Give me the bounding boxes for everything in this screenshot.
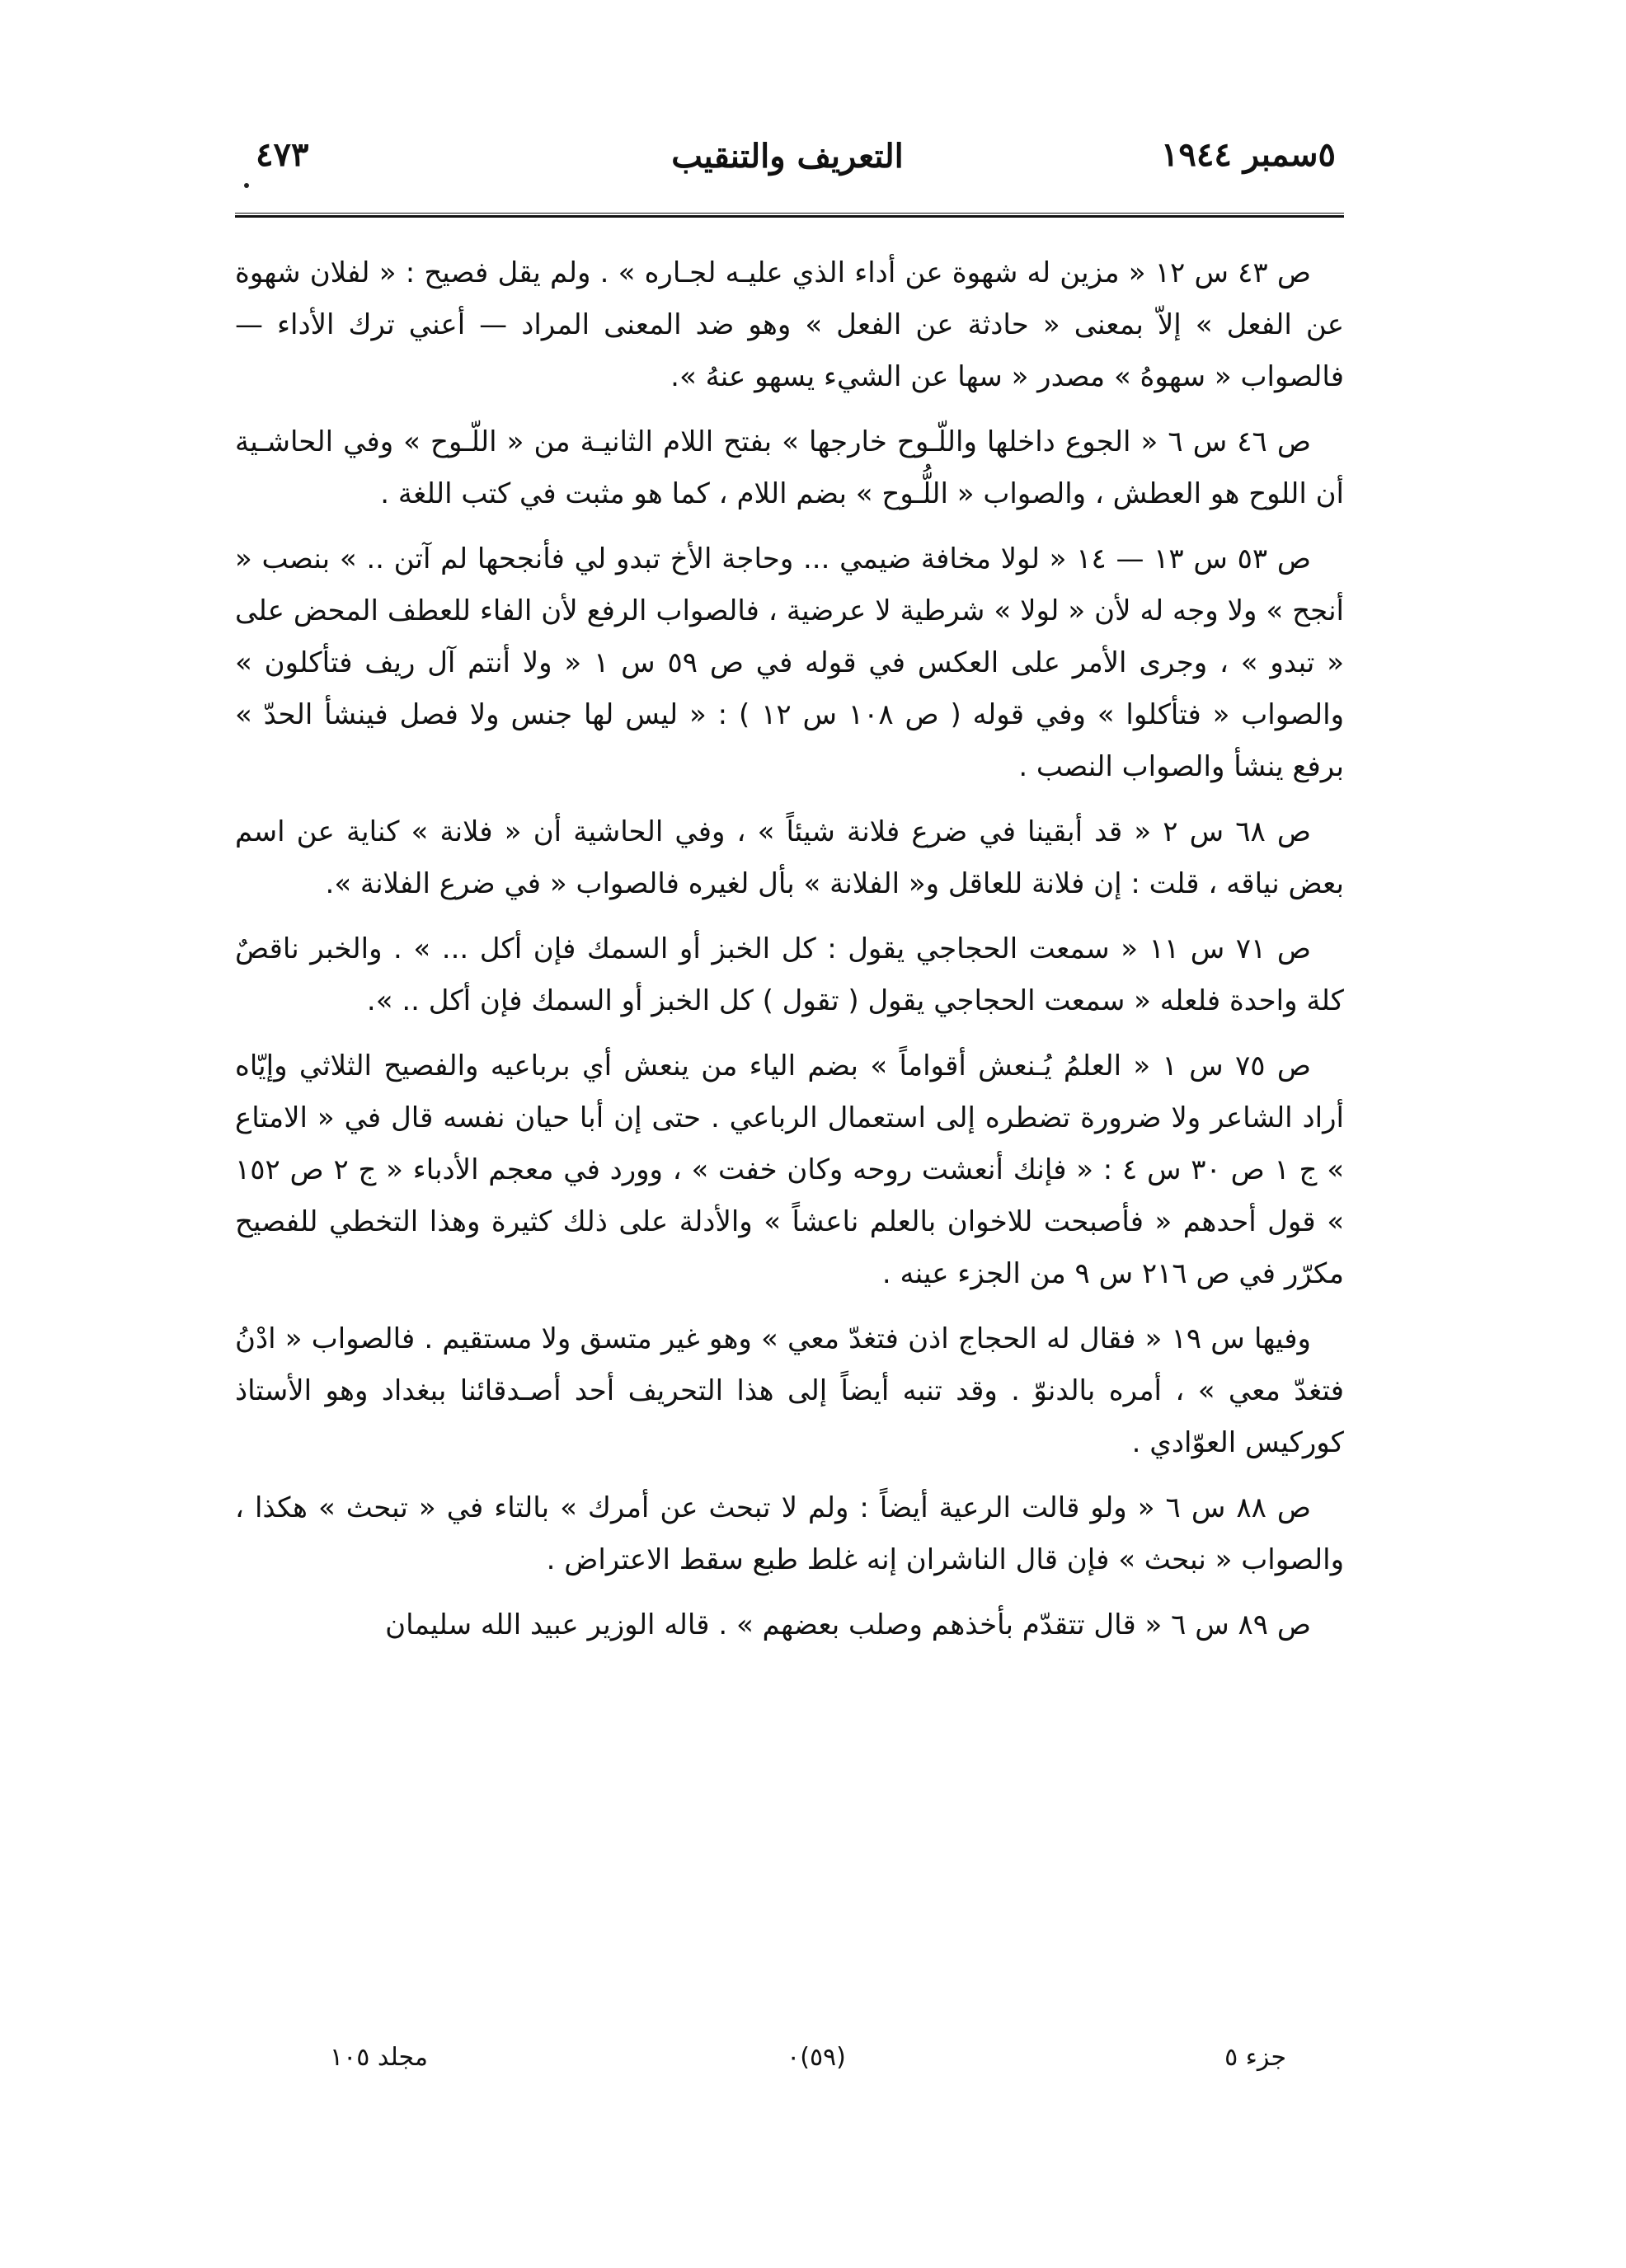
footer-volume: مجلد ١٠٥ xyxy=(330,2043,428,2072)
paragraph-p88: ص ٨٨ س ٦ « ولو قالت الرعية أيضاً : ولم لا تبحث عن أمرك » بالتاء في « تبحث » هكذا ، والصواب « نبحث » فإن قال الناشران إنه غلط طبع سقط الاعتراض . xyxy=(235,1491,1344,1576)
footer-issue: جزء ٥ xyxy=(1224,2043,1286,2072)
paragraph-p46: ص ٤٦ س ٦ « الجوع داخلها واللّـوح خارجها » بفتح اللام الثانيـة من « اللّـوح » وفي الحاشـية أن اللوح هو العطش ، والصواب « اللُّـوح » بضم اللام ، كما هو مثبت في كتب اللغة . xyxy=(235,425,1344,510)
paragraph-p53: ص ٥٣ س ١٣ — ١٤ « لولا مخافة ضيمي ... وحاجة الأخ تبدو لي فأنجحها لم آتن .. » بنصب « أنجح » ولا وجه له لأن « لولا » شرطية لا عرضية ، فالصواب الرفع لأن الفاء للعطف المحض على « تبدو » ، وجرى الأمر على العكس في قوله في ص ٥٩ س ١ « ولا أنتم آل ريف فتأكلون » والصواب « فتأكلوا » وفي قوله ( ص ١٠٨ س ١٢ ) : « ليس لها جنس ولا فصل فينشأ الحدّ » برفع ينشأ والصواب النصب . xyxy=(235,542,1344,783)
paragraph-line19: وفيها س ١٩ « فقال له الحجاج اذن فتغدّ معي » وهو غير متسق ولا مستقيم . فالصواب « ادْنُ فتغدّ معي » ، أمره بالدنوّ . وقد تنبه أيضاً إلى هذا التحريف أحد أصـدقائنا ببغداد وهو الأستاذ كوركيس العوّادي . xyxy=(235,1322,1344,1459)
paragraph-p71: ص ٧١ س ١١ « سمعت الحجاجي يقول : كل الخبز أو السمك فإن أكل ... » . والخبر ناقصٌ كلة واحدة فلعله « سمعت الحجاجي يقول ( تقول ) كل الخبز أو السمك فإن أكل .. ». xyxy=(235,932,1344,1017)
running-header xyxy=(239,132,1336,198)
page-footer xyxy=(297,2036,1336,2086)
article-body xyxy=(235,247,1344,2032)
paragraph-p75: ص ٧٥ س ١ « العلمُ يُـنعش أقواماً » بضم الياء من ينعش أي برباعيه والفصيح الثلاثي وإيّاه أراد الشاعر ولا ضرورة تضطره إلى استعمال الرباعي . حتى إن أبا حيان نفسه قال في « الامتاع » ج ١ ص ٣٠ س ٤ : « فإنك أنعشت روحه وكان خفت » ، وورد في معجم الأدباء « ج ٢ ص ١٥٢ » قول أحدهم « فأصبحت للاخوان بالعلم ناعشاً » والأدلة على ذلك كثيرة وهذا التخطي للفصيح مكرّر في ص ٢١٦ س ٩ من الجزء عينه . xyxy=(235,1049,1344,1290)
footer-signature: (٥٩)٠ xyxy=(787,2043,846,2072)
paragraph-p68: ص ٦٨ س ٢ « قد أبقينا في ضرع فلانة شيئاً » ، وفي الحاشية أن « فلانة » كناية عن اسم بعض نياقه ، قلت : إن فلانة للعاقل و« الفلانة » بأل لغيره فالصواب « في ضرع الفلانة ». xyxy=(235,815,1344,900)
header-date: ٥سمبر ١٩٤٤ xyxy=(1160,135,1336,174)
header-title: التعريف والتنقيب xyxy=(671,137,904,176)
page-number: ٤٧٣ xyxy=(256,135,309,174)
paragraph-p43: ص ٤٣ س ١٢ « مزين له شهوة عن أداء الذي عليـه لجـاره » . ولم يقل فصيح : « لفلان شهوة عن الفعل » إلاّ بمعنى « حادثة عن الفعل » وهو ضد المعنى المراد — أعني ترك الأداء — فالصواب « سهوهُ » مصدر « سها عن الشيء يسهو عنهُ ». xyxy=(235,256,1344,393)
header-rule xyxy=(235,213,1344,218)
header-dot-mark xyxy=(244,183,249,188)
paragraph-p89: ص ٨٩ س ٦ « قال تتقدّم بأخذهم وصلب بعضهم » . قاله الوزير عبيد الله سليمان xyxy=(385,1608,1311,1641)
